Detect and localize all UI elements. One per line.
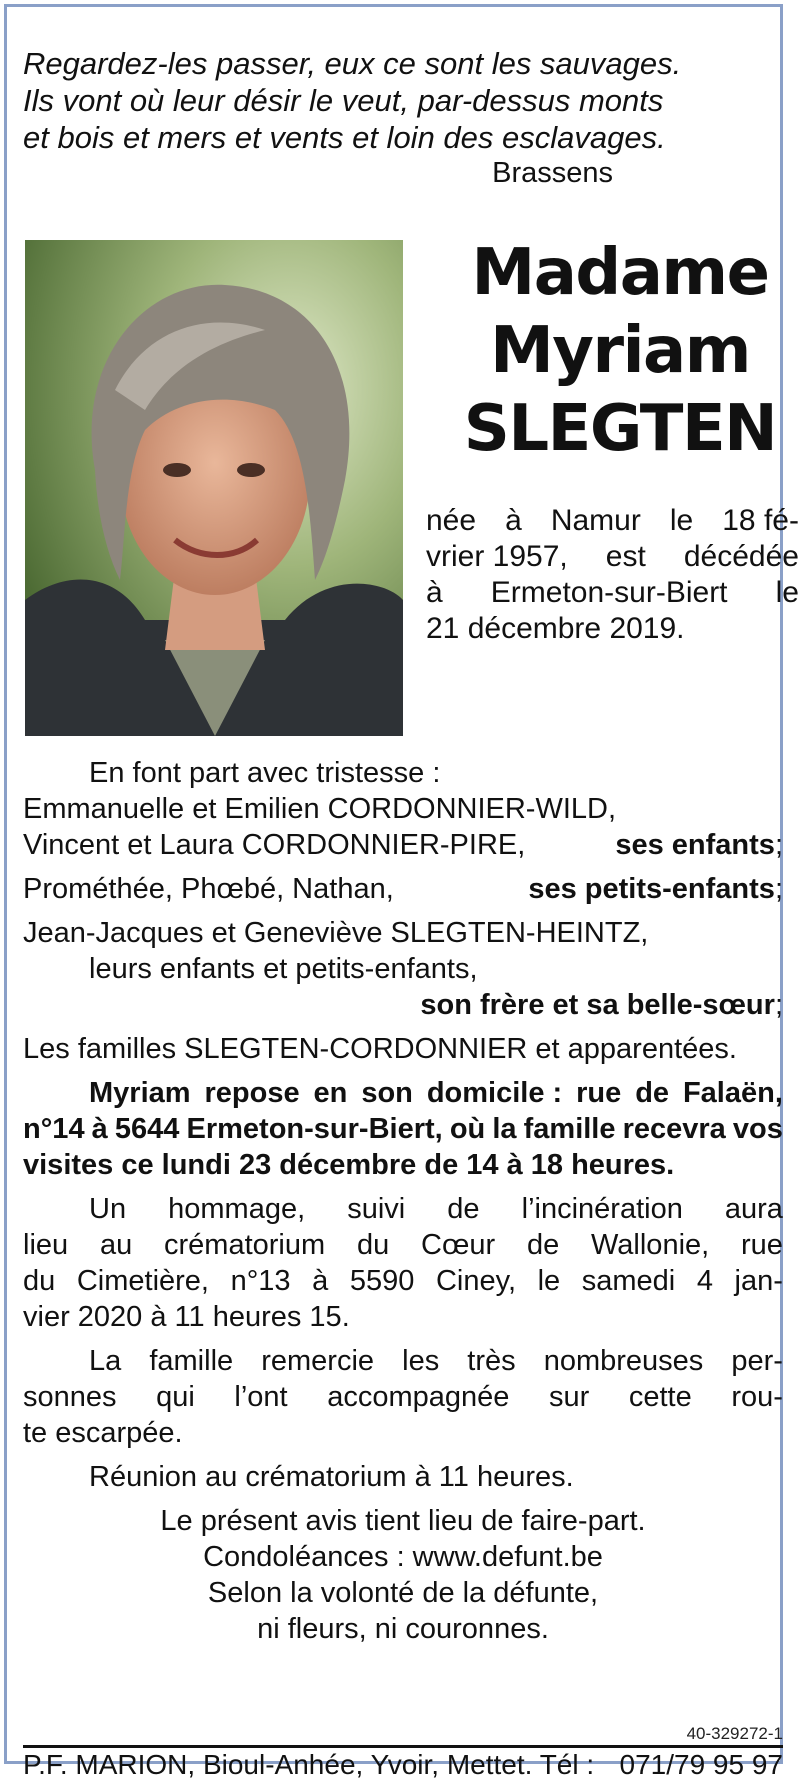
- word: le: [669, 504, 694, 537]
- text-line: [426, 503, 799, 539]
- family-intro: En font part avec tristesse :: [89, 757, 441, 789]
- text-line: [426, 575, 799, 611]
- word: les: [402, 1345, 440, 1377]
- families-line: Les familles SLEGTEN-CORDONNIER et apparentées.: [23, 1033, 737, 1065]
- quote-line: Ils vont où leur désir le veut, par-dessus monts: [23, 83, 664, 118]
- tribute-paragraph: [23, 1191, 783, 1335]
- word: Namur: [550, 504, 641, 537]
- word: vrier 1957,: [426, 540, 568, 573]
- word: rue: [741, 1229, 783, 1261]
- notice-line: Le présent avis tient lieu de faire-part.: [160, 1505, 646, 1537]
- footer-divider: [23, 1745, 783, 1748]
- birth-death-text: [426, 503, 799, 647]
- word: sonnes: [23, 1381, 117, 1413]
- word: très: [467, 1345, 516, 1377]
- word: le: [775, 576, 799, 609]
- text-line: [426, 539, 799, 575]
- word: nombreuses: [543, 1345, 704, 1377]
- thanks-line-2: [23, 1379, 783, 1415]
- word: le: [537, 1265, 561, 1297]
- closing-notice: [23, 1503, 783, 1647]
- word: repose: [204, 1077, 300, 1109]
- sibling-line: Jean-Jacques et Geneviève SLEGTEN-HEINTZ,: [23, 917, 649, 949]
- word: per-: [731, 1345, 783, 1377]
- funeral-home-name: P.F. MARION, Bioul-Anhée, Yvoir, Mettet. Tél :: [23, 1749, 595, 1780]
- word: aura: [724, 1193, 783, 1225]
- role-label: son frère et sa belle-sœur: [420, 989, 775, 1021]
- notice-line: Selon la volonté de la défunte,: [207, 1577, 599, 1609]
- role-label: ses enfants: [615, 829, 775, 861]
- word: crématorium: [164, 1229, 326, 1261]
- visit-line-3: visites ce lundi 23 décembre de 14 à 18 heures.: [23, 1149, 675, 1181]
- notice-line: ni fleurs, ni couronnes.: [257, 1613, 549, 1645]
- word: n°14: [23, 1113, 85, 1145]
- word: à: [505, 504, 522, 537]
- deceased-name: [441, 234, 799, 468]
- word: décédée: [683, 540, 799, 573]
- text-line: 21 décembre 2019.: [426, 612, 685, 645]
- word: Wallonie,: [591, 1229, 710, 1261]
- word: à: [91, 1113, 108, 1145]
- punctuation: ;: [774, 829, 783, 861]
- thanks-line-1: [23, 1343, 783, 1379]
- word: famille: [149, 1345, 234, 1377]
- word: est: [605, 540, 646, 573]
- word: Cœur: [421, 1229, 496, 1261]
- grandchildren-line: [23, 871, 783, 907]
- children-line: Emmanuelle et Emilien CORDONNIER-WILD,: [23, 793, 617, 825]
- visit-line-2: [23, 1111, 783, 1147]
- word: de: [635, 1077, 670, 1109]
- word: famille: [523, 1113, 616, 1145]
- word: 5590: [349, 1265, 415, 1297]
- visit-line-1: [23, 1075, 783, 1111]
- word: Un: [89, 1193, 127, 1225]
- word: remercie: [261, 1345, 375, 1377]
- word: Ermeton-sur-Biert: [490, 576, 728, 609]
- visit-paragraph: [23, 1075, 783, 1183]
- word: de: [526, 1229, 560, 1261]
- word: La: [89, 1345, 122, 1377]
- word: accompagnée: [327, 1381, 510, 1413]
- word: la: [492, 1113, 517, 1145]
- word: Ermeton-sur-Biert,: [186, 1113, 443, 1145]
- funeral-home-phone: 071/79 95 97: [619, 1749, 783, 1780]
- word: n°13: [230, 1265, 291, 1297]
- word: du: [356, 1229, 390, 1261]
- quote-author: Brassens: [492, 157, 613, 189]
- word: jan-: [734, 1265, 783, 1297]
- grandchildren-role: [528, 871, 783, 907]
- notice-body: [23, 755, 783, 1647]
- word: cette: [628, 1381, 692, 1413]
- thanks-line-3: te escarpée.: [23, 1417, 183, 1449]
- word: Myriam: [89, 1077, 191, 1109]
- notice-frame: [4, 4, 799, 1780]
- portrait-photo: [25, 240, 403, 736]
- name-title: Madame: [471, 236, 769, 310]
- children-role: [615, 827, 783, 863]
- word: 5644: [114, 1113, 180, 1145]
- grandchildren-names: Prométhée, Phœbé, Nathan,: [23, 873, 394, 905]
- word: l’incinération: [521, 1193, 683, 1225]
- reference-number: 40-329272-1: [686, 1724, 783, 1743]
- word: au: [99, 1229, 133, 1261]
- word: l’ont: [234, 1381, 288, 1413]
- children-line: [23, 827, 783, 863]
- word: vos: [732, 1113, 783, 1145]
- word: suivi: [347, 1193, 406, 1225]
- role-label: ses petits-enfants: [528, 873, 775, 905]
- word: samedi: [581, 1265, 676, 1297]
- word: Cimetière,: [76, 1265, 209, 1297]
- name-first: Myriam: [490, 314, 750, 388]
- punctuation: ;: [774, 989, 783, 1021]
- thanks-paragraph: [23, 1343, 783, 1451]
- word: son: [361, 1077, 413, 1109]
- tribute-line-2: [23, 1227, 783, 1263]
- word: domicile :: [426, 1077, 563, 1109]
- tribute-line-1: [23, 1191, 783, 1227]
- word: rou-: [731, 1381, 783, 1413]
- tribute-line-4: vier 2020 à 11 heures 15.: [23, 1301, 350, 1333]
- sibling-sub-line: leurs enfants et petits-enfants,: [89, 953, 478, 985]
- children-names: Vincent et Laura CORDONNIER-PIRE,: [23, 829, 526, 861]
- epigraph-quote: [23, 45, 783, 156]
- word: à: [426, 576, 443, 609]
- word: Falaën,: [682, 1077, 783, 1109]
- sibling-role-line: [23, 987, 783, 1023]
- condolences-line: Condoléances : www.defunt.be: [203, 1541, 603, 1573]
- word: hommage,: [168, 1193, 306, 1225]
- word: en: [313, 1077, 348, 1109]
- word: 18 fé-: [722, 504, 799, 537]
- word: Ciney,: [435, 1265, 517, 1297]
- word: sur: [548, 1381, 590, 1413]
- word: rue: [576, 1077, 622, 1109]
- word: lieu: [23, 1229, 69, 1261]
- word: où: [449, 1113, 486, 1145]
- quote-line: et bois et mers et vents et loin des esclavages.: [23, 120, 666, 155]
- word: à: [312, 1265, 329, 1297]
- sibling-role: [420, 987, 783, 1023]
- word: de: [447, 1193, 480, 1225]
- word: 4: [696, 1265, 713, 1297]
- meeting-line: Réunion au crématorium à 11 heures.: [89, 1461, 574, 1493]
- name-last: SLEGTEN: [463, 392, 777, 466]
- word: née: [426, 504, 477, 537]
- funeral-home-footer: [23, 1749, 783, 1781]
- tribute-line-3: [23, 1263, 783, 1299]
- word: recevra: [622, 1113, 726, 1145]
- punctuation: ;: [774, 873, 783, 905]
- quote-line: Regardez-les passer, eux ce sont les sauvages.: [23, 46, 682, 81]
- word: du: [23, 1265, 56, 1297]
- word: qui: [156, 1381, 195, 1413]
